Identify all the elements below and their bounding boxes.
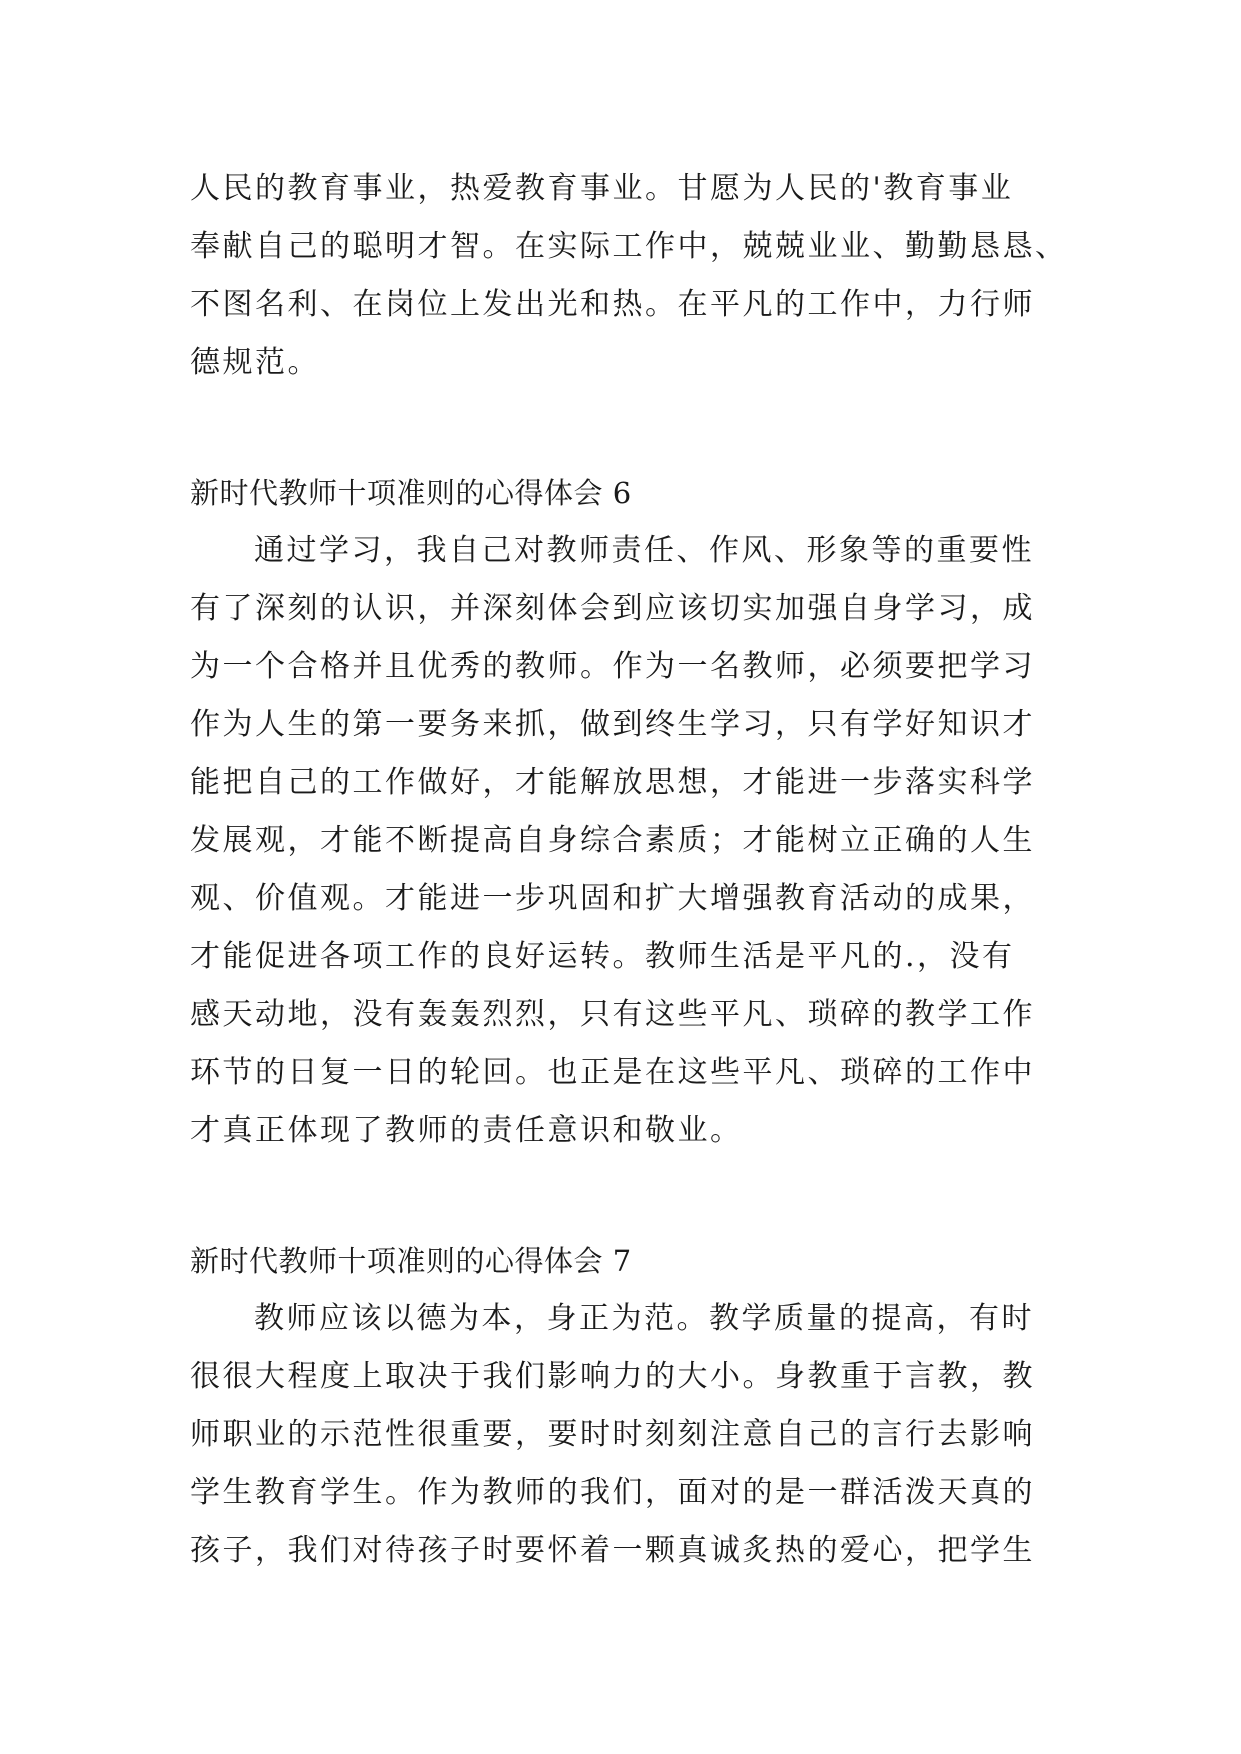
section-spacer xyxy=(190,392,1060,464)
paragraph-line: 人民的教育事业，热爱教育事业。甘愿为人民的'教育事业 xyxy=(190,171,1014,206)
section-6 xyxy=(190,464,1060,1160)
paragraph-line: 德规范。 xyxy=(190,345,320,380)
paragraph-line: 环节的日复一日的轮回。也正是在这些平凡、琐碎的工作中 xyxy=(190,1055,1035,1090)
paragraph-line: 有了深刻的认识，并深刻体会到应该切实加强自身学习，成 xyxy=(190,591,1035,626)
paragraph-line: 孩子，我们对待孩子时要怀着一颗真诚炙热的爱心，把学生 xyxy=(190,1533,1035,1568)
intro-paragraph xyxy=(190,160,1068,392)
paragraph-line: 感天动地，没有轰轰烈烈，只有这些平凡、琐碎的教学工作 xyxy=(190,997,1035,1032)
paragraph-line: 能把自己的工作做好，才能解放思想，才能进一步落实科学 xyxy=(190,765,1035,800)
paragraph-line: 观、价值观。才能进一步巩固和扩大增强教育活动的成果， xyxy=(190,881,1035,916)
section-heading: 新时代教师十项准则的心得体会 6 xyxy=(190,476,632,510)
paragraph-line: 不图名利、在岗位上发出光和热。在平凡的工作中，力行师 xyxy=(190,287,1035,322)
section-spacer xyxy=(190,1160,1060,1232)
paragraph-line: 很很大程度上取决于我们影响力的大小。身教重于言教，教 xyxy=(190,1359,1035,1394)
section-heading: 新时代教师十项准则的心得体会 7 xyxy=(190,1244,632,1278)
paragraph-line: 才真正体现了教师的责任意识和敬业。 xyxy=(190,1113,743,1148)
section-7 xyxy=(190,1232,1060,1580)
paragraph-line: 发展观，才能不断提高自身综合素质；才能树立正确的人生 xyxy=(190,823,1035,858)
document-body xyxy=(190,160,1068,1580)
paragraph-line: 教师应该以德为本，身正为范。教学质量的提高，有时 xyxy=(254,1301,1034,1336)
paragraph-line: 才能促进各项工作的良好运转。教师生活是平凡的.，没有 xyxy=(190,939,1015,974)
paragraph-line: 师职业的示范性很重要，要时时刻刻注意自己的言行去影响 xyxy=(190,1417,1035,1452)
paragraph-line: 通过学习，我自己对教师责任、作风、形象等的重要性 xyxy=(254,533,1034,568)
paragraph-line: 学生教育学生。作为教师的我们，面对的是一群活泼天真的 xyxy=(190,1475,1035,1510)
paragraph-line: 作为人生的第一要务来抓，做到终生学习，只有学好知识才 xyxy=(190,707,1035,742)
paragraph-line: 奉献自己的聪明才智。在实际工作中，兢兢业业、勤勤恳恳、 xyxy=(190,229,1068,264)
paragraph-line: 为一个合格并且优秀的教师。作为一名教师，必须要把学习 xyxy=(190,649,1035,684)
